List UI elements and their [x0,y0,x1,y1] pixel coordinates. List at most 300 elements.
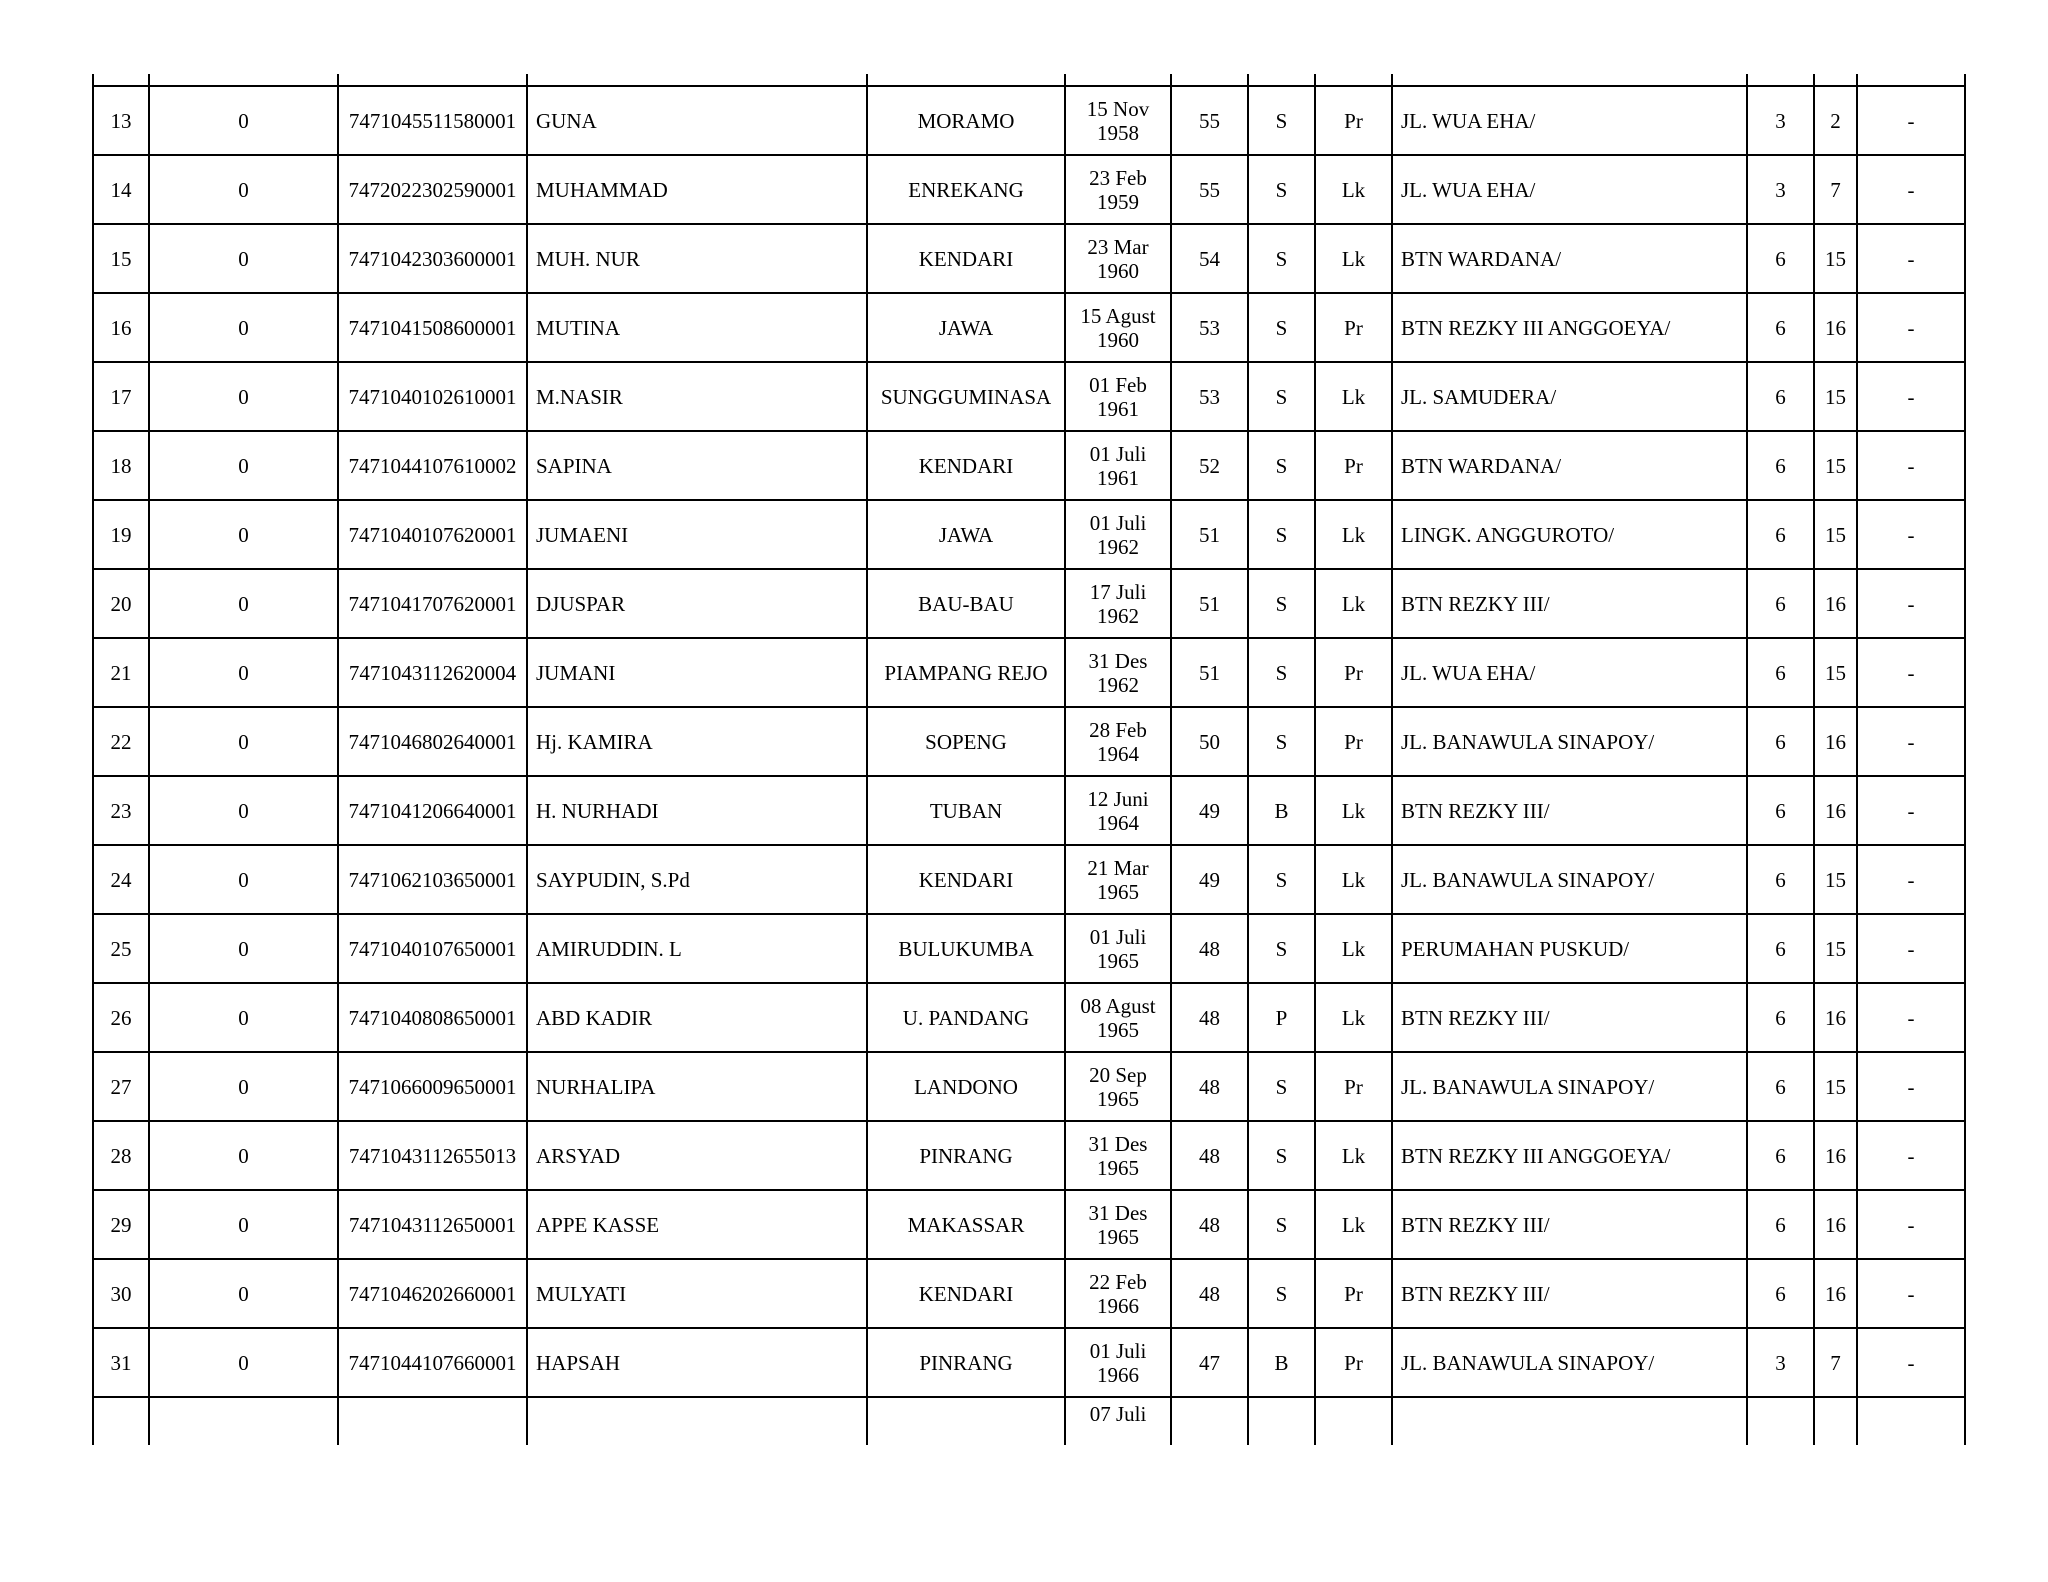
birthplace-cell: BULUKUMBA [867,914,1065,983]
birthdate-cell [1065,500,1171,569]
name-cell: Hj. KAMIRA [527,707,867,776]
rt-cell: 3 [1747,1328,1814,1397]
marital-status-cell: S [1248,293,1315,362]
address-cell: PERUMAHAN PUSKUD/ [1392,914,1747,983]
marital-status-cell: B [1248,776,1315,845]
row-number-cell: 28 [93,1121,149,1190]
table-row [93,500,1965,569]
nik-cell: 7471040808650001 [338,983,527,1052]
table-row [93,1259,1965,1328]
birthplace-cell: KENDARI [867,224,1065,293]
birthplace-cell: KENDARI [867,1259,1065,1328]
rw-cell: 16 [1814,1190,1857,1259]
address-cell: BTN REZKY III/ [1392,776,1747,845]
code-cell: 0 [149,1190,338,1259]
nik-cell: 7471040102610001 [338,362,527,431]
name-cell: ARSYAD [527,1121,867,1190]
birthdate-day-month: 12 Juni [1087,786,1149,811]
rt-cell: 6 [1747,983,1814,1052]
name-cell: NURHALIPA [527,1052,867,1121]
birthdate-day-month: 01 Juli [1089,510,1147,535]
birthplace-cell: KENDARI [867,845,1065,914]
rw-cell: 15 [1814,500,1857,569]
rw-cell: 16 [1814,1259,1857,1328]
row-number-cell: 17 [93,362,149,431]
address-cell: BTN WARDANA/ [1392,431,1747,500]
row-number-cell: 30 [93,1259,149,1328]
birthdate-cell [1065,707,1171,776]
address-cell: BTN REZKY III/ [1392,1259,1747,1328]
address-cell: BTN REZKY III ANGGOEYA/ [1392,1121,1747,1190]
row-number-cell: 23 [93,776,149,845]
birthdate-cell [1065,362,1171,431]
birthdate-cell [1065,1121,1171,1190]
marital-status-cell: S [1248,914,1315,983]
age-cell: 51 [1171,569,1248,638]
birthplace-cell: SUNGGUMINASA [867,362,1065,431]
name-cell: JUMANI [527,638,867,707]
note-cell [1857,1397,1965,1445]
marital-status-cell: S [1248,1190,1315,1259]
table-row [93,569,1965,638]
birthdate-cell [1065,155,1171,224]
birthdate-day-month: 17 Juli [1089,579,1147,604]
age-cell: 47 [1171,1328,1248,1397]
code-cell: 0 [149,224,338,293]
nik-cell: 7471040107650001 [338,914,527,983]
birthdate-day-month: 01 Juli [1089,441,1147,466]
birthdate-cell [1065,86,1171,155]
rt-cell: 6 [1747,431,1814,500]
row-number-cell: 22 [93,707,149,776]
rw-cell: 7 [1814,155,1857,224]
rt-cell [1747,1397,1814,1445]
birthdate-day-month: 07 Juli [1089,1402,1147,1426]
age-cell: 53 [1171,362,1248,431]
name-cell: MUH. NUR [527,224,867,293]
sex-cell: Lk [1315,1121,1392,1190]
age-cell [1171,1397,1248,1445]
sex-cell: Pr [1315,293,1392,362]
name-cell: JUMAENI [527,500,867,569]
birthplace-cell: MORAMO [867,86,1065,155]
birthdate-day-month: 01 Juli [1089,1338,1147,1363]
code-cell: 0 [149,983,338,1052]
code-cell: 0 [149,362,338,431]
birthdate-year: 1961 [1097,396,1139,421]
name-cell: ABD KADIR [527,983,867,1052]
marital-status-cell: S [1248,362,1315,431]
row-number-cell: 31 [93,1328,149,1397]
age-cell: 55 [1171,155,1248,224]
table-row [93,914,1965,983]
birthdate-cell [1065,1190,1171,1259]
age-cell: 48 [1171,1190,1248,1259]
name-cell: APPE KASSE [527,1190,867,1259]
name-cell: SAPINA [527,431,867,500]
sex-cell: Pr [1315,431,1392,500]
birthplace-cell: ENREKANG [867,155,1065,224]
table-row [93,1190,1965,1259]
sex-cell: Lk [1315,776,1392,845]
code-cell: 0 [149,431,338,500]
resident-table [92,74,1966,1445]
birthdate-year: 1959 [1097,189,1139,214]
sex-cell: Lk [1315,224,1392,293]
nik-cell: 7471046802640001 [338,707,527,776]
address-cell: JL. WUA EHA/ [1392,638,1747,707]
sex-cell: Lk [1315,845,1392,914]
rw-cell: 16 [1814,293,1857,362]
marital-status-cell: B [1248,1328,1315,1397]
birthdate-year: 1962 [1097,603,1139,628]
rt-cell: 6 [1747,845,1814,914]
birthplace-cell: JAWA [867,293,1065,362]
table-row-partial [93,1397,1965,1445]
age-cell: 49 [1171,776,1248,845]
nik-cell: 7471045511580001 [338,86,527,155]
code-cell: 0 [149,293,338,362]
birthdate-year: 1965 [1097,1017,1139,1042]
rt-cell: 3 [1747,155,1814,224]
sex-cell [1315,1397,1392,1445]
name-cell: M.NASIR [527,362,867,431]
row-number-cell: 18 [93,431,149,500]
marital-status-cell: S [1248,500,1315,569]
birthdate-day-month: 23 Feb [1089,165,1147,190]
note-cell: - [1857,86,1965,155]
rt-cell: 6 [1747,914,1814,983]
birthdate-cell [1065,431,1171,500]
birthdate-cell [1065,569,1171,638]
age-cell: 51 [1171,500,1248,569]
rt-cell: 6 [1747,224,1814,293]
nik-cell: 7472022302590001 [338,155,527,224]
birthdate-year: 1964 [1097,810,1139,835]
code-cell: 0 [149,776,338,845]
age-cell: 48 [1171,914,1248,983]
nik-cell: 7471043112655013 [338,1121,527,1190]
note-cell: - [1857,638,1965,707]
note-cell: - [1857,1190,1965,1259]
code-cell: 0 [149,1052,338,1121]
note-cell: - [1857,1259,1965,1328]
birthdate-year: 1961 [1097,465,1139,490]
address-cell: JL. BANAWULA SINAPOY/ [1392,1328,1747,1397]
nik-cell: 7471043112620004 [338,638,527,707]
name-cell: SAYPUDIN, S.Pd [527,845,867,914]
nik-cell: 7471044107610002 [338,431,527,500]
table-row [93,638,1965,707]
sex-cell: Pr [1315,707,1392,776]
name-cell: AMIRUDDIN. L [527,914,867,983]
nik-cell [338,1397,527,1445]
rw-cell: 15 [1814,431,1857,500]
name-cell: MULYATI [527,1259,867,1328]
marital-status-cell: P [1248,983,1315,1052]
birthdate-year: 1965 [1097,1155,1139,1180]
sex-cell: Pr [1315,638,1392,707]
row-number-cell: 15 [93,224,149,293]
marital-status-cell [1248,1397,1315,1445]
row-number-cell: 19 [93,500,149,569]
rt-cell: 6 [1747,707,1814,776]
nik-cell: 7471044107660001 [338,1328,527,1397]
row-number-cell: 26 [93,983,149,1052]
table-top-stub-row [93,74,1965,86]
table-row [93,983,1965,1052]
birthdate-year: 1965 [1097,879,1139,904]
row-number-cell: 20 [93,569,149,638]
note-cell: - [1857,569,1965,638]
birthplace-cell: PIAMPANG REJO [867,638,1065,707]
nik-cell: 7471041206640001 [338,776,527,845]
birthplace-cell: PINRANG [867,1121,1065,1190]
address-cell: BTN WARDANA/ [1392,224,1747,293]
birthplace-cell: U. PANDANG [867,983,1065,1052]
birthdate-cell [1065,914,1171,983]
birthdate-day-month: 28 Feb [1089,717,1147,742]
rw-cell: 15 [1814,1052,1857,1121]
rt-cell: 3 [1747,86,1814,155]
note-cell: - [1857,845,1965,914]
birthplace-cell: SOPENG [867,707,1065,776]
marital-status-cell: S [1248,1052,1315,1121]
age-cell: 55 [1171,86,1248,155]
birthdate-day-month: 08 Agust [1080,993,1156,1018]
birthdate-cell [1065,1052,1171,1121]
birthplace-cell [867,1397,1065,1445]
birthdate-day-month: 01 Juli [1089,924,1147,949]
code-cell [149,1397,338,1445]
row-number-cell: 21 [93,638,149,707]
rw-cell: 2 [1814,86,1857,155]
birthplace-cell: PINRANG [867,1328,1065,1397]
name-cell: GUNA [527,86,867,155]
code-cell: 0 [149,569,338,638]
rw-cell: 15 [1814,845,1857,914]
address-cell: JL. BANAWULA SINAPOY/ [1392,707,1747,776]
rt-cell: 6 [1747,293,1814,362]
birthdate-cell [1065,638,1171,707]
marital-status-cell: S [1248,224,1315,293]
name-cell [527,1397,867,1445]
nik-cell: 7471043112650001 [338,1190,527,1259]
code-cell: 0 [149,500,338,569]
address-cell: BTN REZKY III/ [1392,1190,1747,1259]
row-number-cell: 14 [93,155,149,224]
table-row [93,1121,1965,1190]
birthdate-day-month: 31 Des [1088,1131,1148,1156]
note-cell: - [1857,914,1965,983]
birthdate-day-month: 31 Des [1088,1200,1148,1225]
address-cell: JL. SAMUDERA/ [1392,362,1747,431]
birthdate-year: 1960 [1097,258,1139,283]
rt-cell: 6 [1747,638,1814,707]
age-cell: 50 [1171,707,1248,776]
sex-cell: Lk [1315,569,1392,638]
marital-status-cell: S [1248,1259,1315,1328]
code-cell: 0 [149,1328,338,1397]
marital-status-cell: S [1248,1121,1315,1190]
row-number-cell: 16 [93,293,149,362]
sex-cell: Lk [1315,983,1392,1052]
address-cell: JL. BANAWULA SINAPOY/ [1392,845,1747,914]
sex-cell: Pr [1315,1259,1392,1328]
name-cell: DJUSPAR [527,569,867,638]
sex-cell: Lk [1315,362,1392,431]
table-row [93,86,1965,155]
note-cell: - [1857,1328,1965,1397]
table-row [93,224,1965,293]
note-cell: - [1857,1052,1965,1121]
birthdate-day-month: 22 Feb [1089,1269,1147,1294]
note-cell: - [1857,1121,1965,1190]
rw-cell: 15 [1814,224,1857,293]
birthdate-year: 1962 [1097,672,1139,697]
birthdate-day-month: 15 Nov [1086,96,1150,121]
age-cell: 48 [1171,1052,1248,1121]
nik-cell: 7471046202660001 [338,1259,527,1328]
birthdate-cell [1065,1328,1171,1397]
rt-cell: 6 [1747,362,1814,431]
address-cell: BTN REZKY III/ [1392,983,1747,1052]
rw-cell: 16 [1814,707,1857,776]
row-number-cell [93,1397,149,1445]
note-cell: - [1857,500,1965,569]
marital-status-cell: S [1248,86,1315,155]
birthdate-year: 1962 [1097,534,1139,559]
row-number-cell: 13 [93,86,149,155]
nik-cell: 7471041508600001 [338,293,527,362]
birthdate-cell [1065,776,1171,845]
note-cell: - [1857,362,1965,431]
marital-status-cell: S [1248,638,1315,707]
table-row [93,707,1965,776]
birthplace-cell: LANDONO [867,1052,1065,1121]
nik-cell: 7471041707620001 [338,569,527,638]
rw-cell: 15 [1814,362,1857,431]
age-cell: 53 [1171,293,1248,362]
name-cell: H. NURHADI [527,776,867,845]
note-cell: - [1857,293,1965,362]
note-cell: - [1857,707,1965,776]
rt-cell: 6 [1747,1052,1814,1121]
code-cell: 0 [149,638,338,707]
code-cell: 0 [149,845,338,914]
address-cell: JL. BANAWULA SINAPOY/ [1392,1052,1747,1121]
marital-status-cell: S [1248,707,1315,776]
birthdate-year: 1965 [1097,1086,1139,1111]
birthdate-day-month: 01 Feb [1089,372,1147,397]
address-cell: JL. WUA EHA/ [1392,86,1747,155]
birthdate-day-month: 21 Mar [1087,855,1149,880]
rt-cell: 6 [1747,500,1814,569]
birthdate-cell [1065,983,1171,1052]
table-row [93,1328,1965,1397]
birthdate-day-month: 15 Agust [1080,303,1156,328]
row-number-cell: 25 [93,914,149,983]
age-cell: 54 [1171,224,1248,293]
note-cell: - [1857,983,1965,1052]
code-cell: 0 [149,914,338,983]
birthplace-cell: TUBAN [867,776,1065,845]
note-cell: - [1857,431,1965,500]
code-cell: 0 [149,1121,338,1190]
rw-cell: 16 [1814,776,1857,845]
row-number-cell: 24 [93,845,149,914]
address-cell: JL. WUA EHA/ [1392,155,1747,224]
age-cell: 52 [1171,431,1248,500]
sex-cell: Lk [1315,500,1392,569]
code-cell: 0 [149,86,338,155]
rw-cell: 16 [1814,983,1857,1052]
marital-status-cell: S [1248,431,1315,500]
nik-cell: 7471040107620001 [338,500,527,569]
birthplace-cell: JAWA [867,500,1065,569]
address-cell: BTN REZKY III ANGGOEYA/ [1392,293,1747,362]
birthdate-year: 1965 [1097,1224,1139,1249]
age-cell: 49 [1171,845,1248,914]
sex-cell: Pr [1315,1328,1392,1397]
birthplace-cell: MAKASSAR [867,1190,1065,1259]
rt-cell: 6 [1747,1259,1814,1328]
address-cell: BTN REZKY III/ [1392,569,1747,638]
sex-cell: Lk [1315,914,1392,983]
code-cell: 0 [149,707,338,776]
birthdate-cell [1065,1397,1171,1445]
table-row [93,362,1965,431]
marital-status-cell: S [1248,155,1315,224]
rw-cell: 16 [1814,1121,1857,1190]
marital-status-cell: S [1248,569,1315,638]
rw-cell: 15 [1814,914,1857,983]
sex-cell: Lk [1315,1190,1392,1259]
birthdate-day-month: 31 Des [1088,648,1148,673]
birthplace-cell: KENDARI [867,431,1065,500]
birthdate-year: 1960 [1097,327,1139,352]
birthdate-cell [1065,845,1171,914]
rt-cell: 6 [1747,776,1814,845]
birthplace-cell: BAU-BAU [867,569,1065,638]
code-cell: 0 [149,155,338,224]
table-row [93,1052,1965,1121]
birthdate-year: 1966 [1097,1362,1139,1387]
code-cell: 0 [149,1259,338,1328]
birthdate-cell [1065,224,1171,293]
table-row [93,776,1965,845]
age-cell: 48 [1171,1259,1248,1328]
sex-cell: Lk [1315,155,1392,224]
address-cell [1392,1397,1747,1445]
birthdate-day-month: 20 Sep [1089,1062,1147,1087]
note-cell: - [1857,224,1965,293]
birthdate-day-month: 23 Mar [1087,234,1149,259]
nik-cell: 7471062103650001 [338,845,527,914]
nik-cell: 7471066009650001 [338,1052,527,1121]
table-row [93,293,1965,362]
birthdate-year: 1965 [1097,948,1139,973]
nik-cell: 7471042303600001 [338,224,527,293]
row-number-cell: 27 [93,1052,149,1121]
rt-cell: 6 [1747,1121,1814,1190]
rw-cell [1814,1397,1857,1445]
note-cell: - [1857,155,1965,224]
sex-cell: Pr [1315,1052,1392,1121]
rw-cell: 15 [1814,638,1857,707]
birthdate-year: 1966 [1097,1293,1139,1318]
name-cell: MUHAMMAD [527,155,867,224]
